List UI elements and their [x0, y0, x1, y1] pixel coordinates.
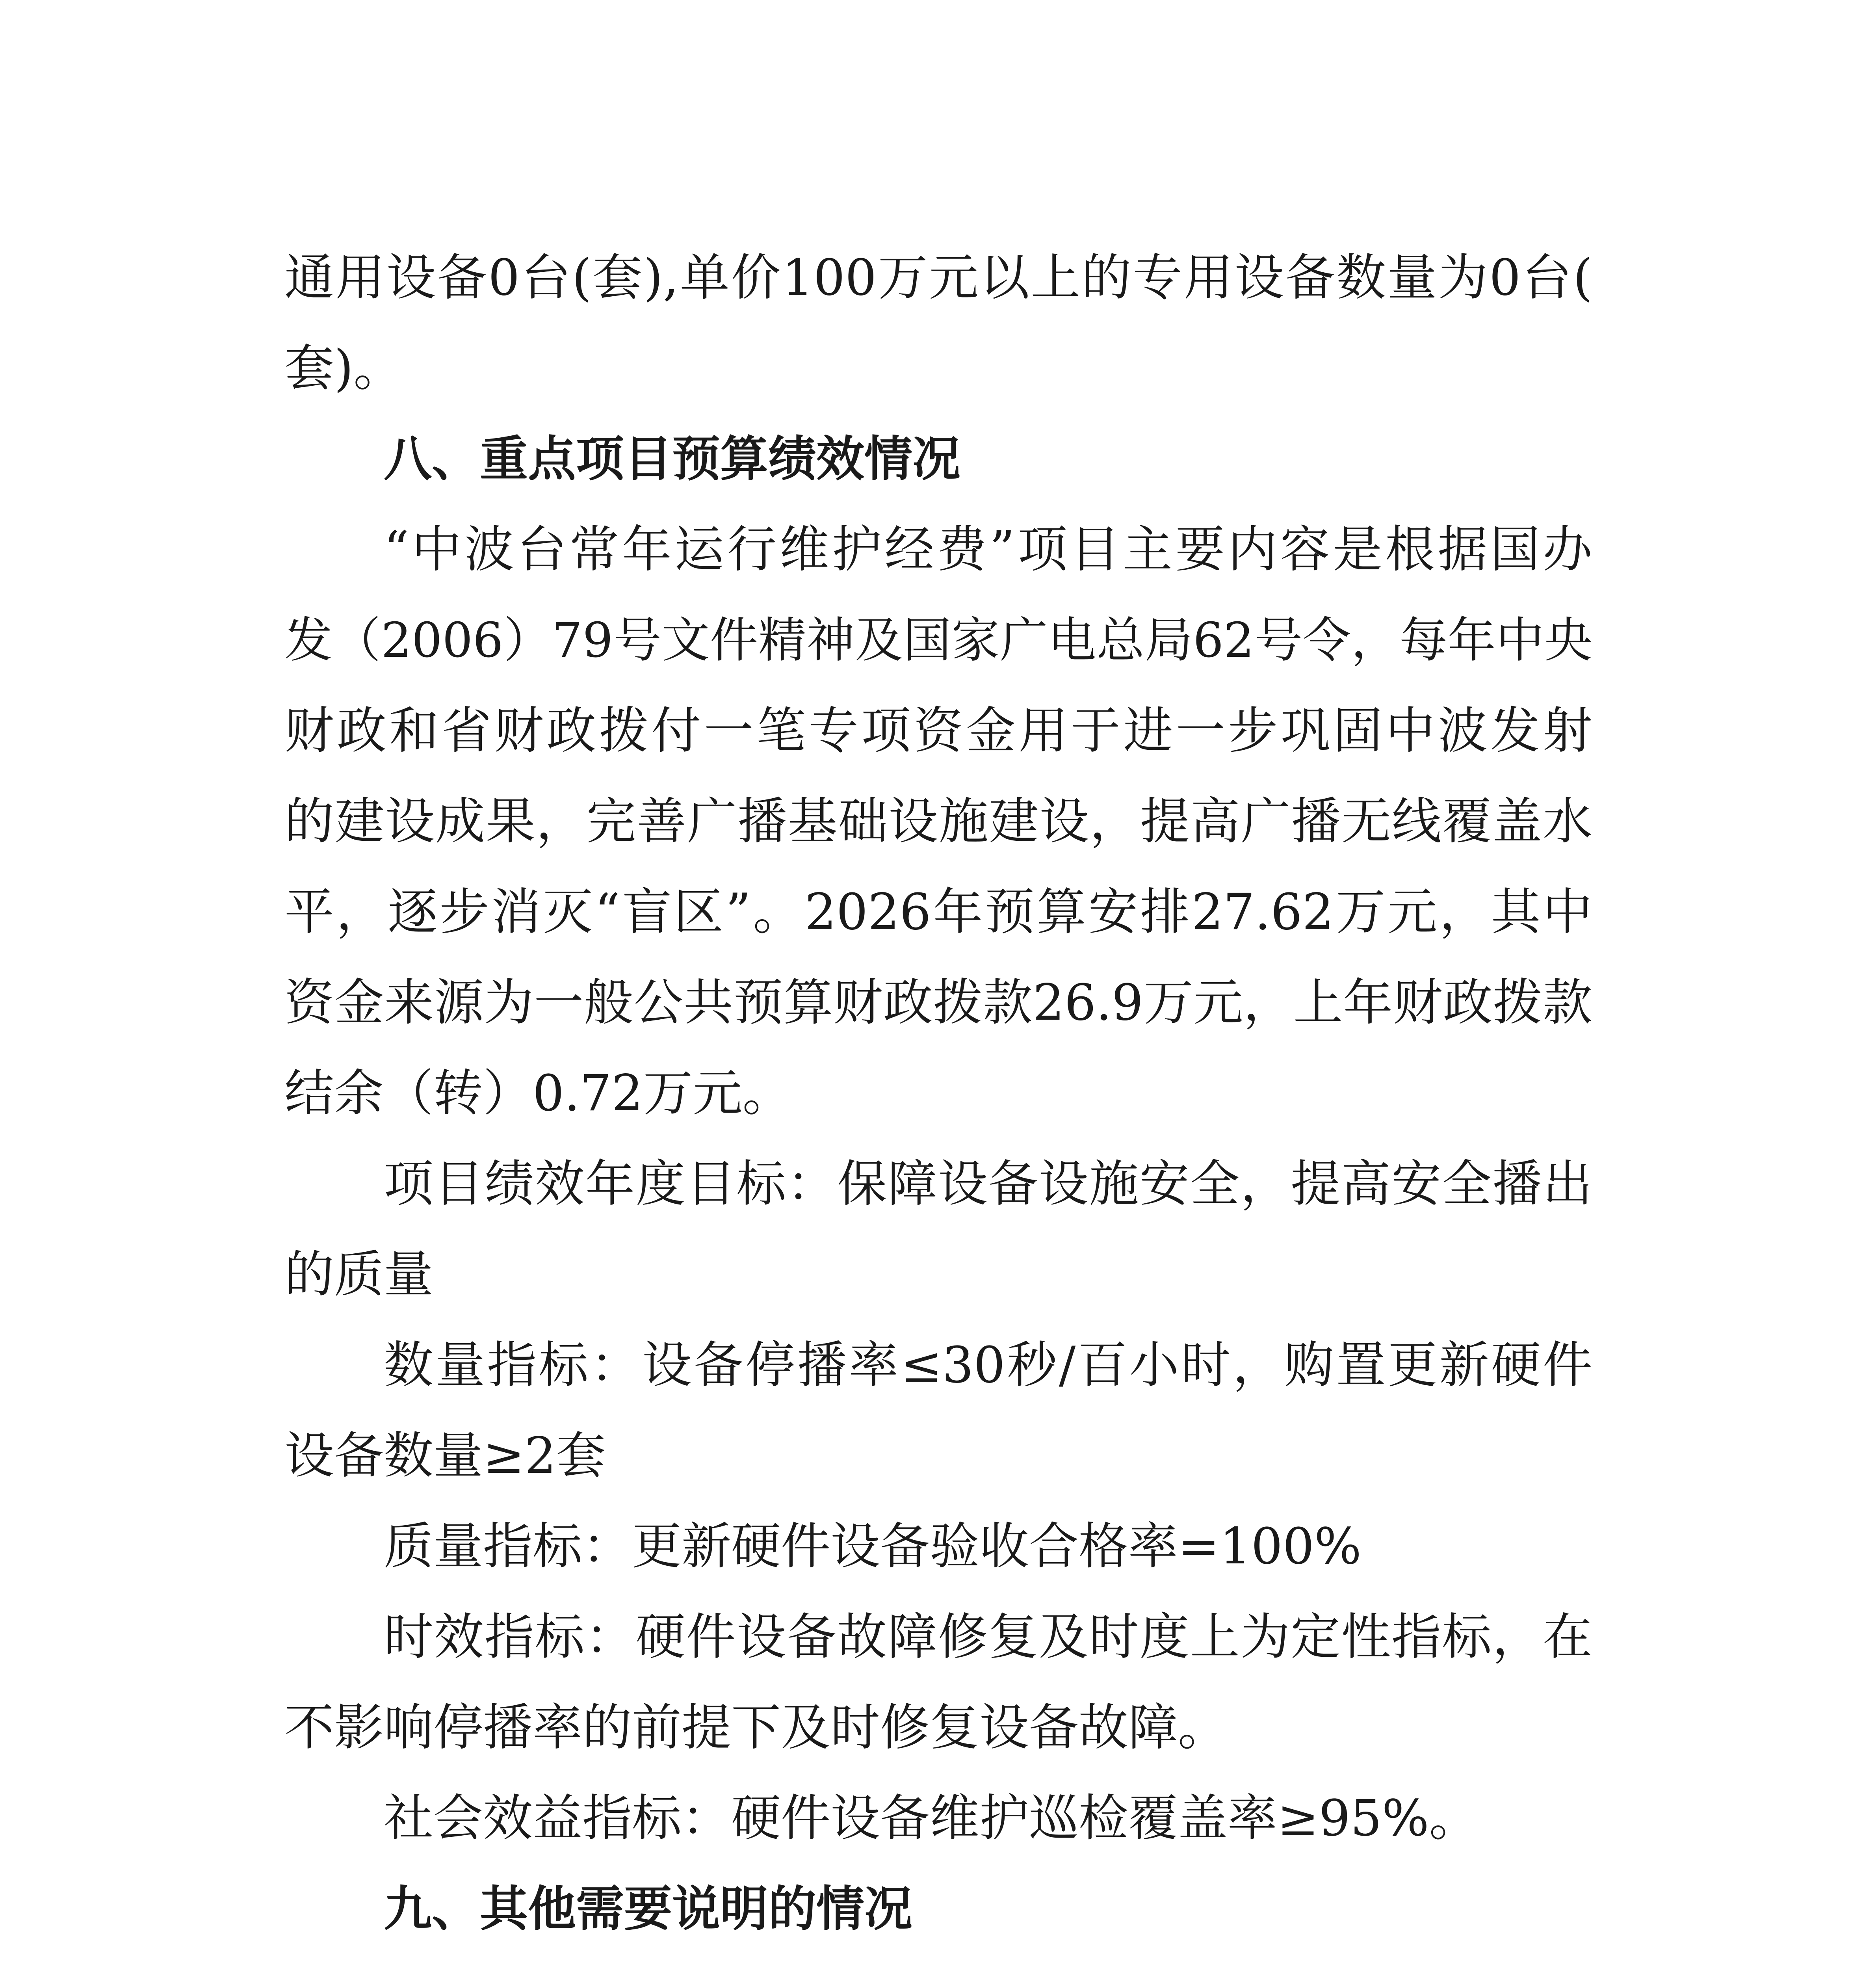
project-desc-line-4: 的建设成果，完善广播基础设施建设，提高广播无线覆盖水 [284, 792, 1592, 850]
quality-indicator: 质量指标：更新硬件设备验收合格率=100% [384, 1517, 1361, 1575]
project-desc-line-6: 资金来源为一般公共预算财政拨款26.9万元，上年财政拨款 [284, 974, 1592, 1031]
annual-goal-line-1: 项目绩效年度目标：保障设备设施安全，提高安全播出 [384, 1155, 1592, 1213]
timeliness-indicator-line-2: 不影响停播率的前提下及时修复设备故障。 [284, 1699, 1228, 1756]
annual-goal-line-2: 的质量 [284, 1245, 433, 1303]
project-desc-line-7: 结余（转）0.72万元。 [284, 1064, 792, 1122]
project-desc-line-5: 平，逐步消灭“盲区”。2026年预算安排27.62万元，其中 [284, 883, 1592, 941]
quantity-indicator-line-2: 设备数量≥2套 [284, 1427, 606, 1485]
document-body [284, 232, 1592, 1970]
project-desc-line-1: “中波台常年运行维护经费”项目主要内容是根据国办 [384, 520, 1592, 578]
social-benefit-indicator: 社会效益指标：硬件设备维护巡检覆盖率≥95%。 [384, 1789, 1479, 1847]
section-heading-8: 八、重点项目预算绩效情况 [384, 431, 960, 487]
quantity-indicator-line-1: 数量指标：设备停播率≤30秒/百小时，购置更新硬件 [384, 1336, 1592, 1394]
subsection-empty-table [284, 1954, 1592, 1970]
project-desc-line-2: 发（2006）79号文件精神及国家广电总局62号令，每年中央 [284, 612, 1592, 668]
body-line-2: 套)。 [284, 339, 403, 397]
timeliness-indicator-line-1: 时效指标：硬件设备故障修复及时度上为定性指标，在 [384, 1608, 1592, 1666]
body-line-1: 通用设备0台(套),单价100万元以上的专用设备数量为0台( [284, 249, 1592, 307]
project-desc-line-3: 财政和省财政拨付一笔专项资金用于进一步巩固中波发射 [284, 702, 1592, 760]
section-heading-9: 九、其他需要说明的情况 [384, 1881, 912, 1937]
